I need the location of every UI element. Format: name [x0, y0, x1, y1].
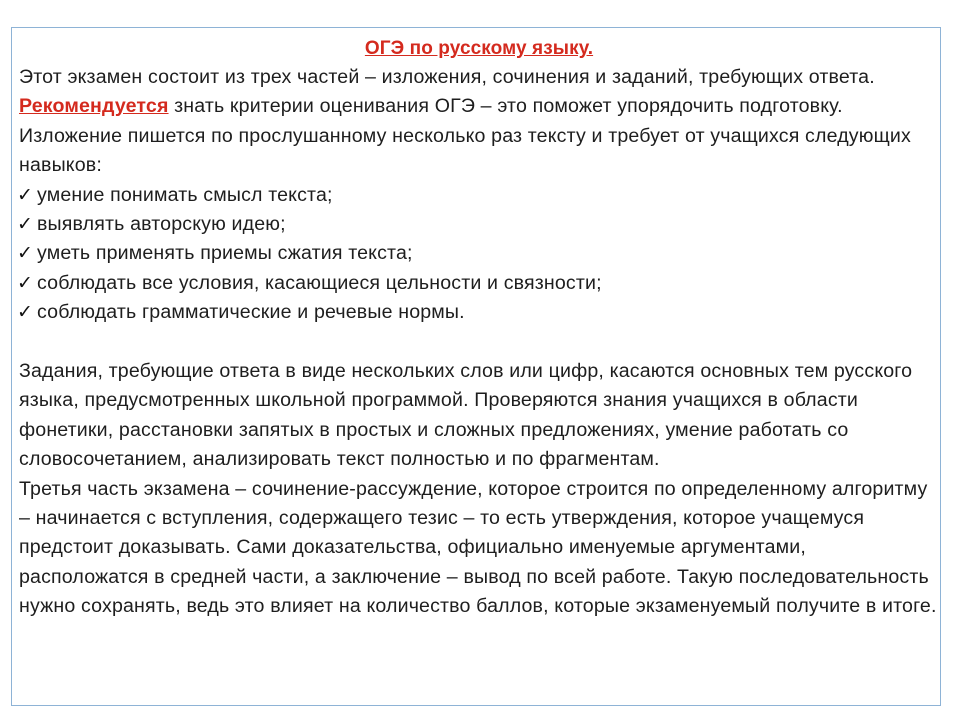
checkmark-icon: ✓: [17, 183, 34, 206]
content-area: [19, 34, 939, 622]
intro-paragraph: [19, 63, 939, 181]
checkmark-icon: ✓: [17, 301, 34, 324]
skill-text: умение понимать смысл текста;: [37, 183, 333, 206]
intro-text-end: знать критерии оценивания ОГЭ – это поможет упорядочить подготовку. Изложение пишется по прослушанному несколько раз тексту и требует от учащихся следующих навыков:: [19, 95, 911, 177]
tasks-paragraph: Задания, требующие ответа в виде нескольких слов или цифр, касаются основных тем русского языка, предусмотренных школьной программой. Проверяются знания учащихся в области фонетики, расстановки запятых в простых и сложных предложениях, умение работать со словосочетанием, анализировать текст полностью и по фрагментам.: [19, 360, 913, 471]
page-title: ОГЭ по русскому языку.: [364, 38, 594, 59]
checkmark-icon: ✓: [17, 271, 34, 294]
highlight-recommended: Рекомендуется: [19, 95, 169, 118]
skills-checklist: [19, 181, 939, 328]
skill-text: соблюдать грамматические и речевые нормы.: [37, 301, 465, 324]
skill-text: уметь применять приемы сжатия текста;: [37, 242, 413, 265]
list-item: [19, 298, 939, 327]
list-item: [19, 239, 939, 268]
skill-text: соблюдать все условия, касающиеся цельности и связности;: [37, 271, 602, 294]
skill-text: выявлять авторскую идею;: [37, 213, 286, 236]
paragraph-spacer: [19, 328, 939, 357]
list-item: [19, 269, 939, 298]
list-item: [19, 181, 939, 210]
essay-paragraph: Третья часть экзамена – сочинение-рассуждение, которое строится по определенному алгоритму – начинается с вступления, содержащего тезис – то есть утверждения, которое учащемуся предстоит доказывать. Сами доказательства, официально именуемые аргументами, расположатся в средней части, а заключение – вывод по всей работе. Такую последовательность нужно сохранять, ведь это влияет на количество баллов, которые экзаменуемый получите в итоге.: [19, 477, 937, 618]
checkmark-icon: ✓: [17, 242, 34, 265]
list-item: [19, 210, 939, 239]
checkmark-icon: ✓: [17, 213, 34, 236]
intro-text-start: Этот экзамен состоит из трех частей – изложения, сочинения и заданий, требующих ответа.: [19, 66, 875, 88]
